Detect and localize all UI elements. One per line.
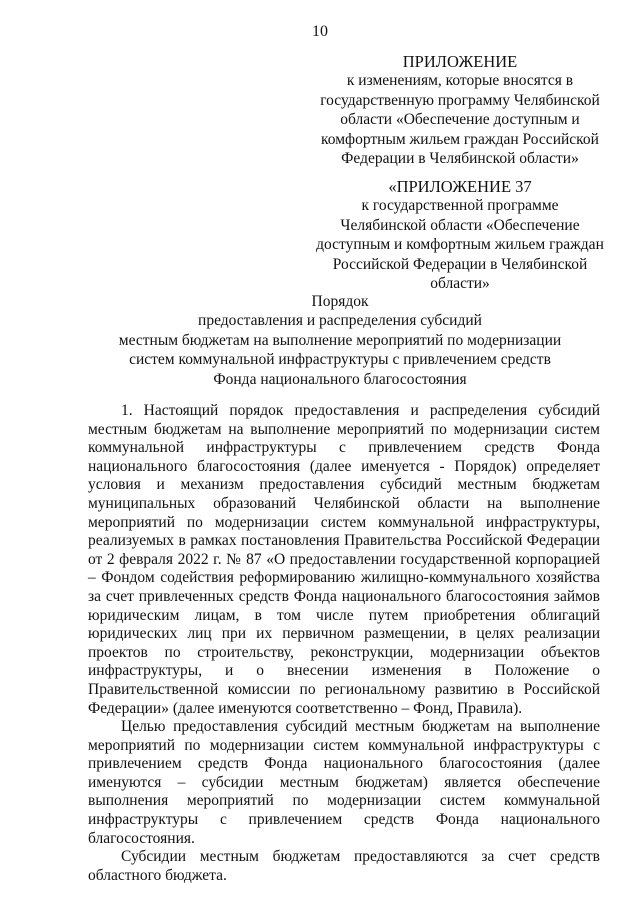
document-title xyxy=(90,292,590,389)
appendix-line: к изменениям, которые вносятся в xyxy=(346,72,574,90)
appendix-line: Федерации в Челябинской области» xyxy=(341,150,579,168)
appendix-37-title: «ПРИЛОЖЕНИЕ 37 xyxy=(388,177,532,196)
appendix-line: области «Обеспечение доступным и xyxy=(340,111,580,129)
body-paragraph: Целью предоставления субсидий местным бюджетам на выполнение мероприятий по модернизации систем коммунальной инфраструктуры с привлечением средств Фонда национального благосостояния (далее именуются – субсидии местным бюджетам) является обеспечение выполнения мероприятий по модернизации систем коммунальной инфраструктуры с привлечением средств Фонда национального благосостояния. xyxy=(88,718,600,847)
appendix-title: ПРИЛОЖЕНИЕ xyxy=(402,52,518,71)
appendix-37-line: к государственной программе xyxy=(361,197,559,215)
document-body xyxy=(88,402,600,885)
document-title-line: Порядок xyxy=(311,293,369,310)
appendix-line: комфортным жильем граждан Российской xyxy=(321,130,599,148)
appendix-37-line: доступным и комфортным жильем граждан xyxy=(316,236,604,254)
document-title-line: предоставления и распределения субсидий xyxy=(198,312,482,330)
appendix-37-line: Российской Федерации в Челябинской xyxy=(332,255,588,273)
document-title-line: местным бюджетам на выполнение мероприятий по модернизации xyxy=(118,331,562,349)
appendix-header xyxy=(310,52,610,168)
document-title-line: Фонда национального благосостояния xyxy=(213,370,467,388)
appendix-37-line: Челябинской области «Обеспечение xyxy=(340,216,580,234)
appendix-37-header xyxy=(310,177,610,293)
appendix-37-line: области» xyxy=(430,275,490,293)
page-number: 10 xyxy=(312,23,328,40)
appendix-line: государственную программу Челябинской xyxy=(320,91,600,109)
document-title-line: систем коммунальной инфраструктуры с привлечением средств xyxy=(129,351,551,369)
body-paragraph: Субсидии местным бюджетам предоставляются за счет средств областного бюджета. xyxy=(88,848,600,884)
body-paragraph: 1. Настоящий порядок предоставления и распределения субсидий местным бюджетам на выполнение мероприятий по модернизации систем коммунальной инфраструктуры с привлечением средств Фонда национального благосостояния (далее именуется - Порядок) определяет условия и механизм предоставления субсидий местным бюджетам муниципальных образований Челябинской области на выполнение мероприятий по модернизации систем коммунальной инфраструктуры, реализуемых в рамках постановления Правительства Российской Федерации от 2 февраля 2022 г. № 87 «О предоставлении государственной корпорацией – Фондом содействия реформированию жилищно-коммунального хозяйства за счет привлеченных средств Фонда национального благосостояния займов юридическим лицам, в том числе путем приобретения облигаций юридических лиц при их первичном размещении, в целях реализации проектов по строительству, реконструкции, модернизации объектов инфраструктуры, и о внесении изменения в Положение о Правительственной комиссии по региональному развитию в Российской Федерации» (далее именуются соответственно – Фонд, Правила). xyxy=(88,402,600,717)
